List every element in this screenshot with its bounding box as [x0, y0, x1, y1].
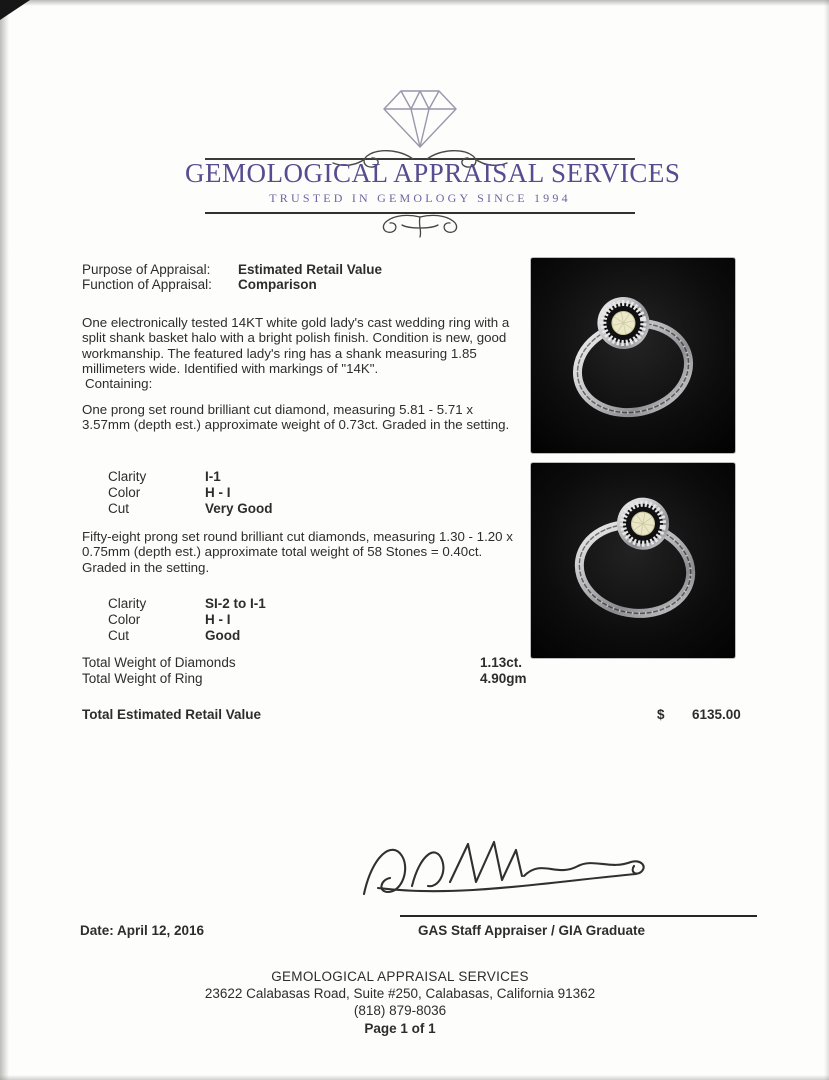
item-description: One electronically tested 14KT white gold lady's cast wedding ring with a split shank basket halo with a bright polish finish. Condition is new, good workmanship. The featured lady's ring has a shank measuring 1.85 millimeters wide. Identified with markings of "14K".: [82, 315, 510, 376]
total-ring-value: 4.90gm: [480, 671, 527, 686]
spec-row: [108, 469, 221, 485]
spec-row: [108, 485, 231, 501]
org-name: GEMOLOGICAL APPRAISAL SERVICES: [185, 158, 681, 188]
color-value: H - I: [205, 612, 231, 627]
diamond-logo-icon: [368, 85, 472, 153]
ring-photo-1-image: [531, 258, 735, 453]
clarity-value: SI-2 to I-1: [205, 596, 266, 611]
item-description-block: [82, 315, 525, 391]
footer-address: 23622 Calabasas Road, Suite #250, Calabasas, California 91362: [204, 986, 596, 1001]
total-diamonds-label: Total Weight of Diamonds: [82, 655, 236, 670]
flourish-ornament-bottom: [357, 213, 483, 241]
clarity-value: I-1: [205, 469, 221, 484]
cut-label: Cut: [108, 628, 130, 643]
spec-row: [108, 628, 240, 644]
purpose-value: Estimated Retail Value: [238, 262, 383, 277]
cut-label: Cut: [108, 501, 130, 516]
color-value: H - I: [205, 485, 231, 500]
scan-edge-bottom: [0, 1075, 829, 1080]
scan-corner-artifact: [0, 0, 30, 20]
retail-value-amount: 6135.00: [692, 707, 741, 722]
spec-row: [108, 501, 273, 517]
scan-edge-right: [824, 0, 829, 1080]
stone1-description: One prong set round brilliant cut diamond, measuring 5.81 - 5.71 x 3.57mm (depth est.) approximate weight of 0.73ct. Graded in the setting.: [82, 402, 510, 433]
date-label: Date: April 12, 2016: [80, 923, 205, 938]
total-diamonds-value: 1.13ct.: [480, 655, 523, 670]
cut-value: Good: [205, 628, 241, 643]
ring-photo-2: [531, 463, 735, 658]
purpose-label: Purpose of Appraisal:: [82, 262, 211, 277]
spec-row: [108, 596, 266, 612]
function-value: Comparison: [238, 277, 317, 292]
footer-phone: (818) 879-8036: [353, 1003, 447, 1018]
page-number: Page 1 of 1: [364, 1021, 436, 1036]
scan-edge-left: [0, 0, 9, 1080]
total-ring-label: Total Weight of Ring: [82, 671, 203, 686]
stone2-description: Fifty-eight prong set round brilliant cut diamonds, measuring 1.30 - 1.20 x 0.75mm (depth est.) approximate total weight of 58 Stones = 0.40ct. Graded in the setting.: [82, 529, 513, 575]
ring-photo-2-image: [531, 463, 735, 658]
appraiser-signature-image: [348, 830, 663, 918]
color-label: Color: [108, 485, 141, 500]
function-label: Function of Appraisal:: [82, 277, 212, 292]
spec-row: [108, 612, 231, 628]
signature-line: [400, 915, 757, 917]
clarity-label: Clarity: [108, 469, 147, 484]
footer-org-name: GEMOLOGICAL APPRAISAL SERVICES: [271, 969, 529, 984]
tagline: TRUSTED IN GEMOLOGY SINCE 1994: [269, 191, 571, 205]
retail-value-label: Total Estimated Retail Value: [82, 707, 262, 722]
appraiser-title-label: GAS Staff Appraiser / GIA Graduate: [418, 923, 646, 938]
clarity-label: Clarity: [108, 596, 147, 611]
color-label: Color: [108, 612, 141, 627]
cut-value: Very Good: [205, 501, 273, 516]
containing-label: Containing:: [85, 376, 153, 392]
scan-edge-top: [0, 0, 829, 6]
currency-symbol: $: [657, 707, 665, 722]
ring-photo-1: [531, 258, 735, 453]
